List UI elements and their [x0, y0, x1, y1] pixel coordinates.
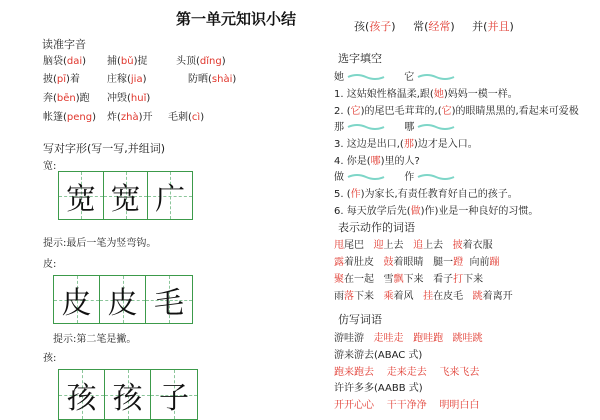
writing-cell: 皮 [54, 276, 100, 323]
imitate-line-3: 跑来跑去 走来走去 飞来飞去 [334, 367, 480, 378]
pronunciation-heading: 读准字音 [42, 38, 86, 51]
pronunciation-row-4c: 毛刺(cì) [168, 112, 205, 123]
actions-row-2: 露着肚皮 鼓着眼睛 腿一蹬 向前蹦 [334, 257, 500, 268]
choose-heading: 选字填空 [338, 52, 382, 65]
pronunciation-row-2b: 庄稼(jia) [107, 74, 147, 85]
choose-q6: 6. 每天放学后先(做)作)业是一种良好的习惯。 [334, 206, 539, 217]
pronunciation-row-1c: 头顶(dǐng) [176, 56, 226, 67]
pronunciation-row-2c: 防晒(shài) [188, 74, 237, 85]
actions-row-4: 雨落下来 乘着风 挂在皮毛 跳着离开 [334, 291, 513, 302]
writing-label-kuan: 宽: [43, 161, 57, 172]
writing-grid-hai [58, 369, 198, 420]
writing-cell: 子 [151, 370, 197, 419]
page-title: 第一单元知识小结 [176, 10, 297, 28]
imitate-line-5: 开开心心 干干净净 明明白白 [334, 400, 480, 411]
wave-decoration-icon [347, 73, 385, 81]
actions-heading: 表示动作的词语 [338, 221, 415, 234]
writing-cell: 宽 [59, 172, 104, 219]
choose-q4: 4. 你是(哪)里的人? [334, 156, 420, 167]
pronunciation-row-4b: 炸(zhà)开 [107, 112, 153, 123]
writing-cell: 宽 [104, 172, 149, 219]
pronunciation-row-1: 脑袋(dai) [43, 56, 87, 67]
wave-decoration-icon [417, 123, 455, 131]
writing-cell: 孩 [105, 370, 151, 419]
writing-label-pi: 皮: [43, 259, 57, 270]
choose-pair-2: 那 哪 [334, 118, 455, 133]
imitate-heading: 仿写词语 [338, 313, 382, 326]
writing-label-hai: 孩: [43, 353, 57, 364]
writing-cell: 皮 [100, 276, 146, 323]
pronunciation-row-4: 帐篷(peng) [43, 112, 96, 123]
writing-cell: 毛 [146, 276, 192, 323]
writing-grid-pi [53, 275, 193, 324]
imitate-line-4: 许许多多(AABB 式) [334, 383, 423, 394]
wave-decoration-icon [417, 73, 455, 81]
choose-q5: 5. (作)为家长,有责任教育好自己的孩子。 [334, 189, 518, 200]
top-pairs: 孩(孩子) 常(经常) 并(并且) [354, 20, 514, 33]
pronunciation-row-3b: 冲毁(huǐ) [107, 93, 151, 104]
wave-decoration-icon [347, 123, 385, 131]
writing-heading: 写对字形(写一写,并组词) [43, 142, 166, 155]
writing-cell: 广 [148, 172, 192, 219]
choose-pair-3: 做 作 [334, 168, 455, 183]
choose-q3: 3. 这边是出口,(那)边才是入口。 [334, 139, 478, 150]
choose-pair-1: 她 它 [334, 68, 455, 83]
choose-q2: 2. (它)的尾巴毛茸茸的,(它)的眼睛黑黑的,看起来可爱极 [334, 106, 579, 117]
actions-row-3: 聚在一起 雪飘下来 看子打下来 [334, 274, 484, 285]
wave-decoration-icon [417, 173, 455, 181]
imitate-line-1: 游哇游 走哇走 跑哇跑 跳哇跳 [334, 333, 483, 344]
writing-hint-pi: 提示:第二笔是撇。 [53, 334, 137, 345]
writing-grid-kuan [58, 171, 193, 220]
choose-q1: 1. 这姑娘性格温柔,跟(她)妈妈一模一样。 [334, 89, 518, 100]
pronunciation-row-2: 披(pī)着 [43, 74, 80, 85]
wave-decoration-icon [347, 173, 385, 181]
pronunciation-row-3: 奔(bēn)跑 [43, 93, 90, 104]
writing-cell: 孩 [59, 370, 105, 419]
writing-hint-kuan: 提示:最后一笔为竖弯钩。 [43, 238, 157, 249]
actions-row-1: 甩尾巴 迎上去 追上去 披着衣服 [334, 240, 493, 251]
pronunciation-row-1b: 捕(bǔ)捉 [107, 56, 148, 67]
imitate-line-2: 游来游去(ABAC 式) [334, 350, 423, 361]
